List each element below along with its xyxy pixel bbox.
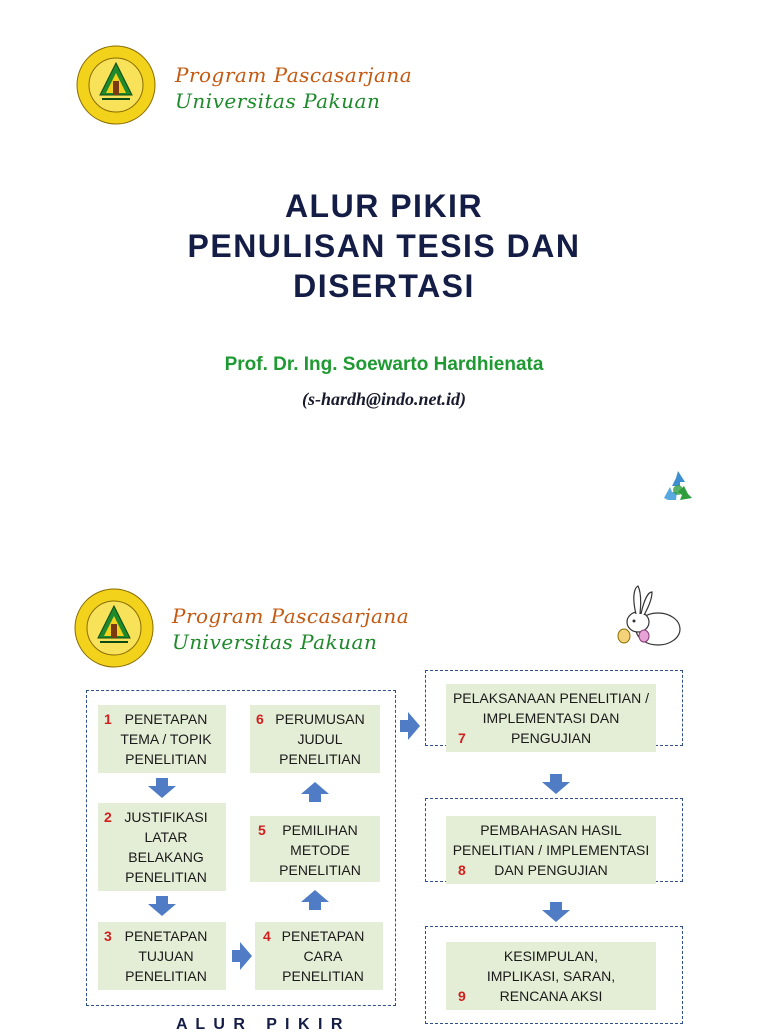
brand-line-university: Universitas Pakuan <box>175 89 381 113</box>
step-number-5: 5 <box>258 822 266 838</box>
step-text-4: PENETAPAN CARA PENELITIAN <box>281 928 365 984</box>
step-box-7 <box>446 684 656 752</box>
arrow-up-4-5 <box>301 890 329 910</box>
step-box-2 <box>98 803 226 891</box>
step-number-1: 1 <box>104 711 112 727</box>
arrow-down-8-9 <box>542 902 570 922</box>
arrow-down-1-2 <box>148 778 176 798</box>
arrow-down-7-8 <box>542 774 570 794</box>
brand-line-university-2: Universitas Pakuan <box>172 630 378 654</box>
rabbit-clipart <box>608 584 688 654</box>
step-number-4: 4 <box>263 928 271 944</box>
step-box-1 <box>98 705 226 773</box>
author-email: (s-hardh@indo.net.id) <box>301 389 466 409</box>
step-text-6: PERUMUSAN JUDUL PENELITIAN <box>275 711 365 767</box>
step-number-3: 3 <box>104 928 112 944</box>
step-text-3: PENETAPAN TUJUAN PENELITIAN <box>124 928 208 984</box>
recycle-icon <box>658 468 698 508</box>
brand-line-program: Program Pascasarjana <box>175 63 413 87</box>
step-box-9 <box>446 942 656 1010</box>
step-box-6 <box>250 705 380 773</box>
step-number-7: 7 <box>458 730 466 746</box>
step-text-2: JUSTIFIKASI LATAR BELAKANG PENELITIAN <box>124 809 208 885</box>
arrow-down-2-3 <box>148 896 176 916</box>
step-number-9: 9 <box>458 988 466 1004</box>
step-box-4 <box>255 922 383 990</box>
slide2-footer-partial-title: A L U R P I K I R <box>176 1016 345 1033</box>
brand-line-program-2: Program Pascasarjana <box>172 604 410 628</box>
step-text-5: PEMILIHAN METODE PENELITIAN <box>279 822 361 878</box>
arrow-right-3-4 <box>232 942 252 970</box>
step-number-6: 6 <box>256 711 264 727</box>
step-box-5 <box>250 816 380 882</box>
university-seal-logo <box>76 45 156 125</box>
step-number-8: 8 <box>458 862 466 878</box>
arrow-right-6-7 <box>400 712 420 740</box>
title-line-3: DISERTASI <box>293 268 475 304</box>
step-text-8: PEMBAHASAN HASIL PENELITIAN / IMPLEMENTASI DAN PENGUJIAN <box>452 822 650 878</box>
step-text-7: PELAKSANAAN PENELITIAN / IMPLEMENTASI DAN PENGUJIAN <box>452 690 650 746</box>
step-number-2: 2 <box>104 809 112 825</box>
step-box-8 <box>446 816 656 884</box>
title-line-2: PENULISAN TESIS DAN <box>187 228 581 264</box>
university-seal-logo-2 <box>74 588 154 668</box>
arrow-up-5-6 <box>301 782 329 802</box>
step-text-9: KESIMPULAN, IMPLIKASI, SARAN, RENCANA AKSI <box>486 948 616 1004</box>
step-text-1: PENETAPAN TEMA / TOPIK PENELITIAN <box>120 711 212 767</box>
slide-2 <box>0 560 768 1033</box>
author-name: Prof. Dr. Ing. Soewarto Hardhienata <box>224 354 544 375</box>
step-box-3 <box>98 922 226 990</box>
title-line-1: ALUR PIKIR <box>284 188 484 224</box>
